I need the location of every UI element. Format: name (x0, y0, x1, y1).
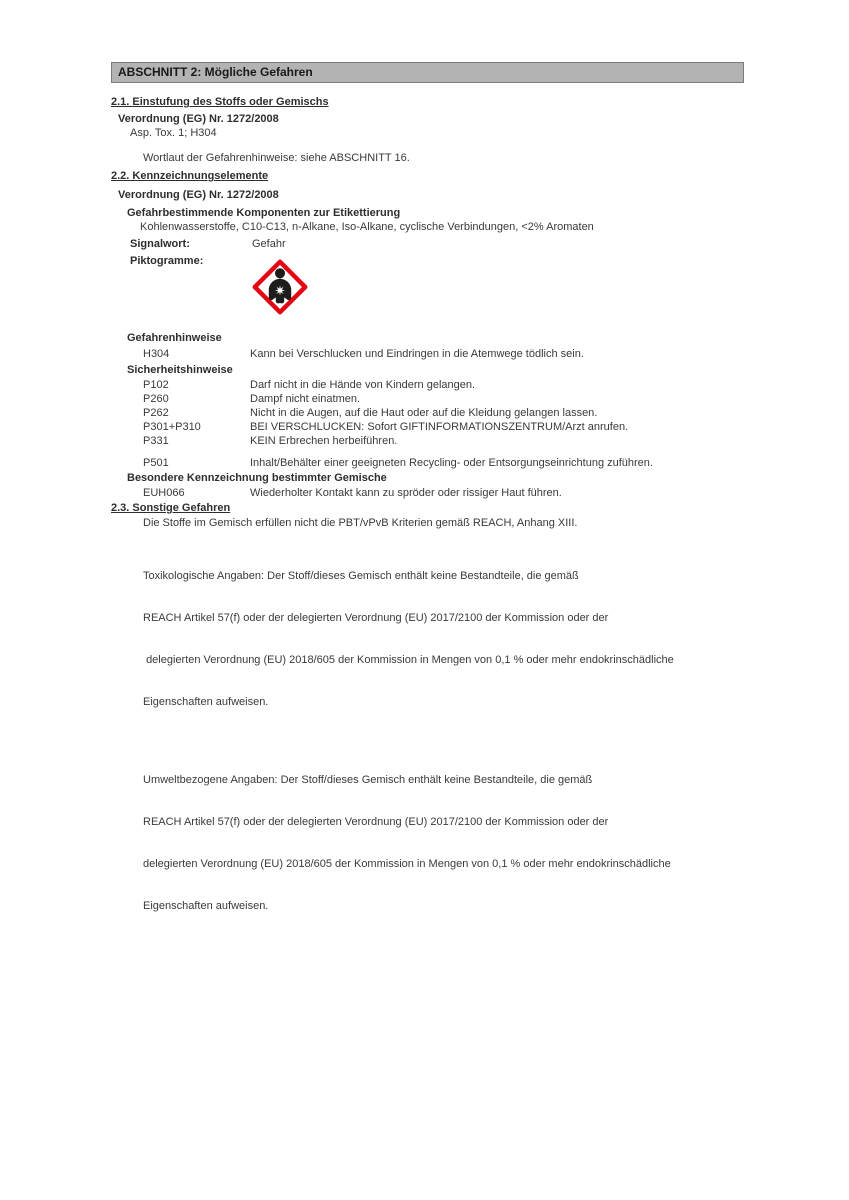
environmental-line: Umweltbezogene Angaben: Der Stoff/dieses Gemisch enthält keine Bestandteile, die gemäß (143, 774, 593, 786)
safety-statement-row (143, 406, 744, 420)
hazard-wording-note: Wortlaut der Gefahrenhinweise: siehe ABSCHNITT 16. (143, 152, 410, 164)
hazard-statements-heading: Gefahrenhinweise (127, 332, 222, 344)
regulation-label-2: Verordnung (EG) Nr. 1272/2008 (118, 189, 279, 201)
section-2-content (111, 62, 744, 941)
signal-word-row (130, 237, 744, 251)
special-statement-code: EUH066 (143, 487, 185, 499)
heading-labelling: 2.2. Kennzeichnungselemente (111, 170, 269, 182)
safety-statement-code: P331 (143, 435, 169, 447)
labelling-components-heading: Gefahrbestimmende Komponenten zur Etikettierung (127, 207, 401, 219)
disposal-statement-code: P501 (143, 457, 169, 469)
pictograms-row (130, 254, 744, 319)
disposal-statement-row (143, 456, 744, 470)
section-header-bar: ABSCHNITT 2: Mögliche Gefahren (111, 62, 744, 83)
toxicological-line: REACH Artikel 57(f) oder der delegierten Verordnung (EU) 2017/2100 der Kommission oder der (143, 612, 609, 624)
safety-statement-code: P262 (143, 407, 169, 419)
safety-statement-text: BEI VERSCHLUCKEN: Sofort GIFTINFORMATIONSZENTRUM/Arzt anrufen. (250, 421, 629, 433)
environmental-line: delegierten Verordnung (EU) 2018/605 der Kommission in Mengen von 0,1 % oder mehr endokrinschädliche (143, 858, 671, 870)
toxicological-paragraph (143, 541, 744, 737)
safety-statement-code: P102 (143, 379, 169, 391)
labelling-components-text: Kohlenwasserstoffe, C10-C13, n-Alkane, Iso-Alkane, cyclische Verbindungen, <2% Aromaten (140, 221, 594, 233)
toxicological-line: Toxikologische Angaben: Der Stoff/dieses Gemisch enthält keine Bestandteile, die gemäß (143, 570, 579, 582)
environmental-line: REACH Artikel 57(f) oder der delegierten Verordnung (EU) 2017/2100 der Kommission oder der (143, 816, 609, 828)
hazard-statement-row (143, 347, 744, 361)
safety-statement-text: KEIN Erbrechen herbeiführen. (250, 435, 398, 447)
ghs08-health-hazard-icon (252, 255, 308, 319)
safety-statement-row (143, 378, 744, 392)
heading-classification: 2.1. Einstufung des Stoffs oder Gemischs (111, 96, 329, 108)
regulation-label-1: Verordnung (EG) Nr. 1272/2008 (118, 113, 279, 125)
safety-statement-text: Darf nicht in die Hände von Kindern gelangen. (250, 379, 476, 391)
safety-statement-row (143, 420, 744, 434)
special-statement-row (143, 486, 744, 500)
safety-statement-row (143, 434, 744, 448)
safety-statement-code: P260 (143, 393, 169, 405)
hazard-statement-text: Kann bei Verschlucken und Eindringen in die Atemwege tödlich sein. (250, 348, 584, 360)
heading-other-hazards: 2.3. Sonstige Gefahren (111, 502, 231, 514)
signal-word-value: Gefahr (252, 238, 286, 250)
toxicological-line: delegierten Verordnung (EU) 2018/605 der Kommission in Mengen von 0,1 % oder mehr endokrinschädliche (143, 654, 674, 666)
signal-word-label: Signalwort: (130, 238, 190, 250)
disposal-statement-text: Inhalt/Behälter einer geeigneten Recycling- oder Entsorgungseinrichtung zuführen. (250, 457, 653, 469)
special-statement-text: Wiederholter Kontakt kann zu spröder oder rissiger Haut führen. (250, 487, 562, 499)
hazard-statement-code: H304 (143, 348, 170, 360)
safety-statement-text: Dampf nicht einatmen. (250, 393, 361, 405)
pbt-statement: Die Stoffe im Gemisch erfüllen nicht die PBT/vPvB Kriterien gemäß REACH, Anhang XIII. (143, 517, 578, 529)
classification-entry: Asp. Tox. 1; H304 (130, 127, 217, 139)
special-labelling-heading: Besondere Kennzeichnung bestimmter Gemische (127, 472, 387, 484)
environmental-paragraph (143, 745, 744, 941)
safety-statement-code: P301+P310 (143, 421, 201, 433)
safety-statement-text: Nicht in die Augen, auf die Haut oder auf die Kleidung gelangen lassen. (250, 407, 598, 419)
environmental-line: Eigenschaften aufweisen. (143, 900, 269, 912)
safety-statement-row (143, 392, 744, 406)
pictograms-label: Piktogramme: (130, 255, 204, 267)
safety-statements-heading: Sicherheitshinweise (127, 364, 233, 376)
toxicological-line: Eigenschaften aufweisen. (143, 696, 269, 708)
